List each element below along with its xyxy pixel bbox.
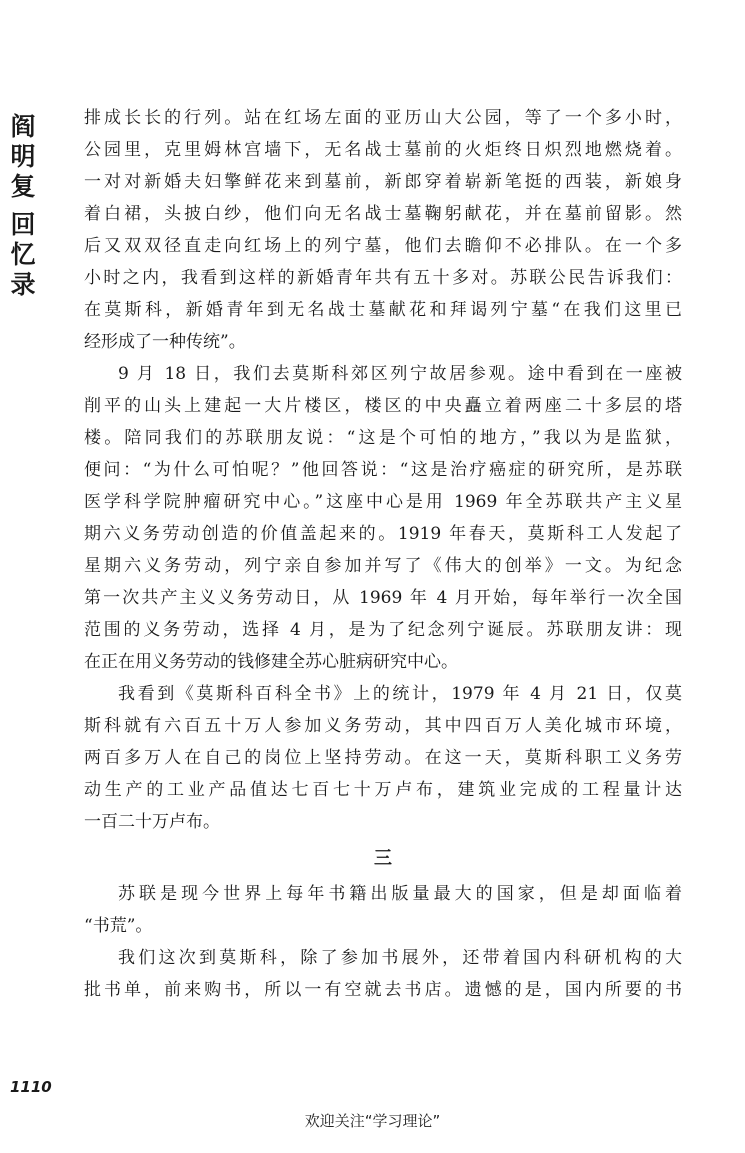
book-title-char: 复 [10, 172, 36, 201]
text-line: 动生产的工业产品值达七百七十万卢布，建筑业完成的工程量计达 [84, 780, 682, 800]
text-line: 在正在用义务劳动的钱修建全苏心脏病研究中心。 [84, 652, 458, 672]
text-line: 在莫斯科，新婚青年到无名战士墓献花和拜谒列宁墓“在我们这里已 [84, 300, 682, 320]
paragraph [84, 358, 682, 678]
text-line: 期六义务劳动创造的价值盖起来的。1919 年春天，莫斯科工人发起了 [84, 524, 682, 544]
text-line: 斯科就有六百五十万人参加义务劳动，其中四百万人美化城市环境， [84, 716, 682, 736]
text-line: 范围的义务劳动，选择 4 月，是为了纪念列宁诞辰。苏联朋友讲：现 [84, 620, 682, 640]
text-line: 医学科学院肿瘤研究中心。”这座中心是用 1969 年全苏联共产主义星 [84, 492, 682, 512]
text-line: 楼。陪同我们的苏联朋友说：“这是个可怕的地方，”我以为是监狱， [84, 428, 682, 448]
text-line: 第一次共产主义义务劳动日，从 1969 年 4 月开始，每年举行一次全国 [84, 588, 682, 608]
text-line: 我看到《莫斯科百科全书》上的统计，1979 年 4 月 21 日，仅莫 [118, 684, 682, 704]
text-line: 排成长长的行列。站在红场左面的亚历山大公园，等了一个多小时， [84, 108, 682, 128]
paragraph [84, 678, 682, 838]
text-line: 削平的山头上建起一大片楼区，楼区的中央矗立着两座二十多层的塔 [84, 396, 682, 416]
book-title-vertical [6, 112, 40, 300]
book-title-char: 忆 [10, 240, 36, 269]
page-body [84, 102, 682, 1006]
text-line: 星期六义务劳动，列宁亲自参加并写了《伟大的创举》一文。为纪念 [84, 556, 682, 576]
book-title-char: 回 [10, 210, 36, 239]
text-line: 两百多万人在自己的岗位上坚持劳动。在这一天，莫斯科职工义务劳 [84, 748, 682, 768]
paragraph [84, 102, 682, 358]
book-title-char: 明 [10, 142, 36, 171]
paragraph [84, 878, 682, 942]
page-number: 1110 [10, 1078, 52, 1096]
book-title-char: 录 [10, 270, 36, 299]
text-line: 9 月 18 日，我们去莫斯科郊区列宁故居参观。途中看到在一座被 [118, 364, 682, 384]
text-line: 公园里，克里姆林宫墙下，无名战士墓前的火炬终日炽烈地燃烧着。 [84, 140, 682, 160]
book-title-char: 阎 [10, 112, 36, 141]
section-heading: 三 [374, 848, 392, 869]
text-line: 便问：“为什么可怕呢？”他回答说：“这是治疗癌症的研究所，是苏联 [84, 460, 682, 480]
paragraph [84, 942, 682, 1006]
text-line: 一百二十万卢布。 [84, 812, 220, 832]
text-line: 苏联是现今世界上每年书籍出版量最大的国家，但是却面临着 [118, 884, 682, 904]
footer-watermark-text: 欢迎关注“学习理论” [304, 1112, 441, 1130]
text-line: 批书单，前来购书，所以一有空就去书店。遗憾的是，国内所要的书 [84, 980, 682, 1000]
text-line: 经形成了一种传统”。 [84, 332, 246, 352]
text-line: “书荒”。 [84, 916, 153, 936]
text-line: 一对对新婚夫妇擎鲜花来到墓前，新郎穿着崭新笔挺的西装，新娘身 [84, 172, 682, 192]
text-line: 小时之内，我看到这样的新婚青年共有五十多对。苏联公民告诉我们： [84, 268, 682, 288]
text-line: 我们这次到莫斯科，除了参加书展外，还带着国内科研机构的大 [118, 948, 682, 968]
text-line: 着白裙，头披白纱，他们向无名战士墓鞠躬献花，并在墓前留影。然 [84, 204, 682, 224]
text-line: 后又双双径直走向红场上的列宁墓，他们去瞻仰不必排队。在一个多 [84, 236, 682, 256]
